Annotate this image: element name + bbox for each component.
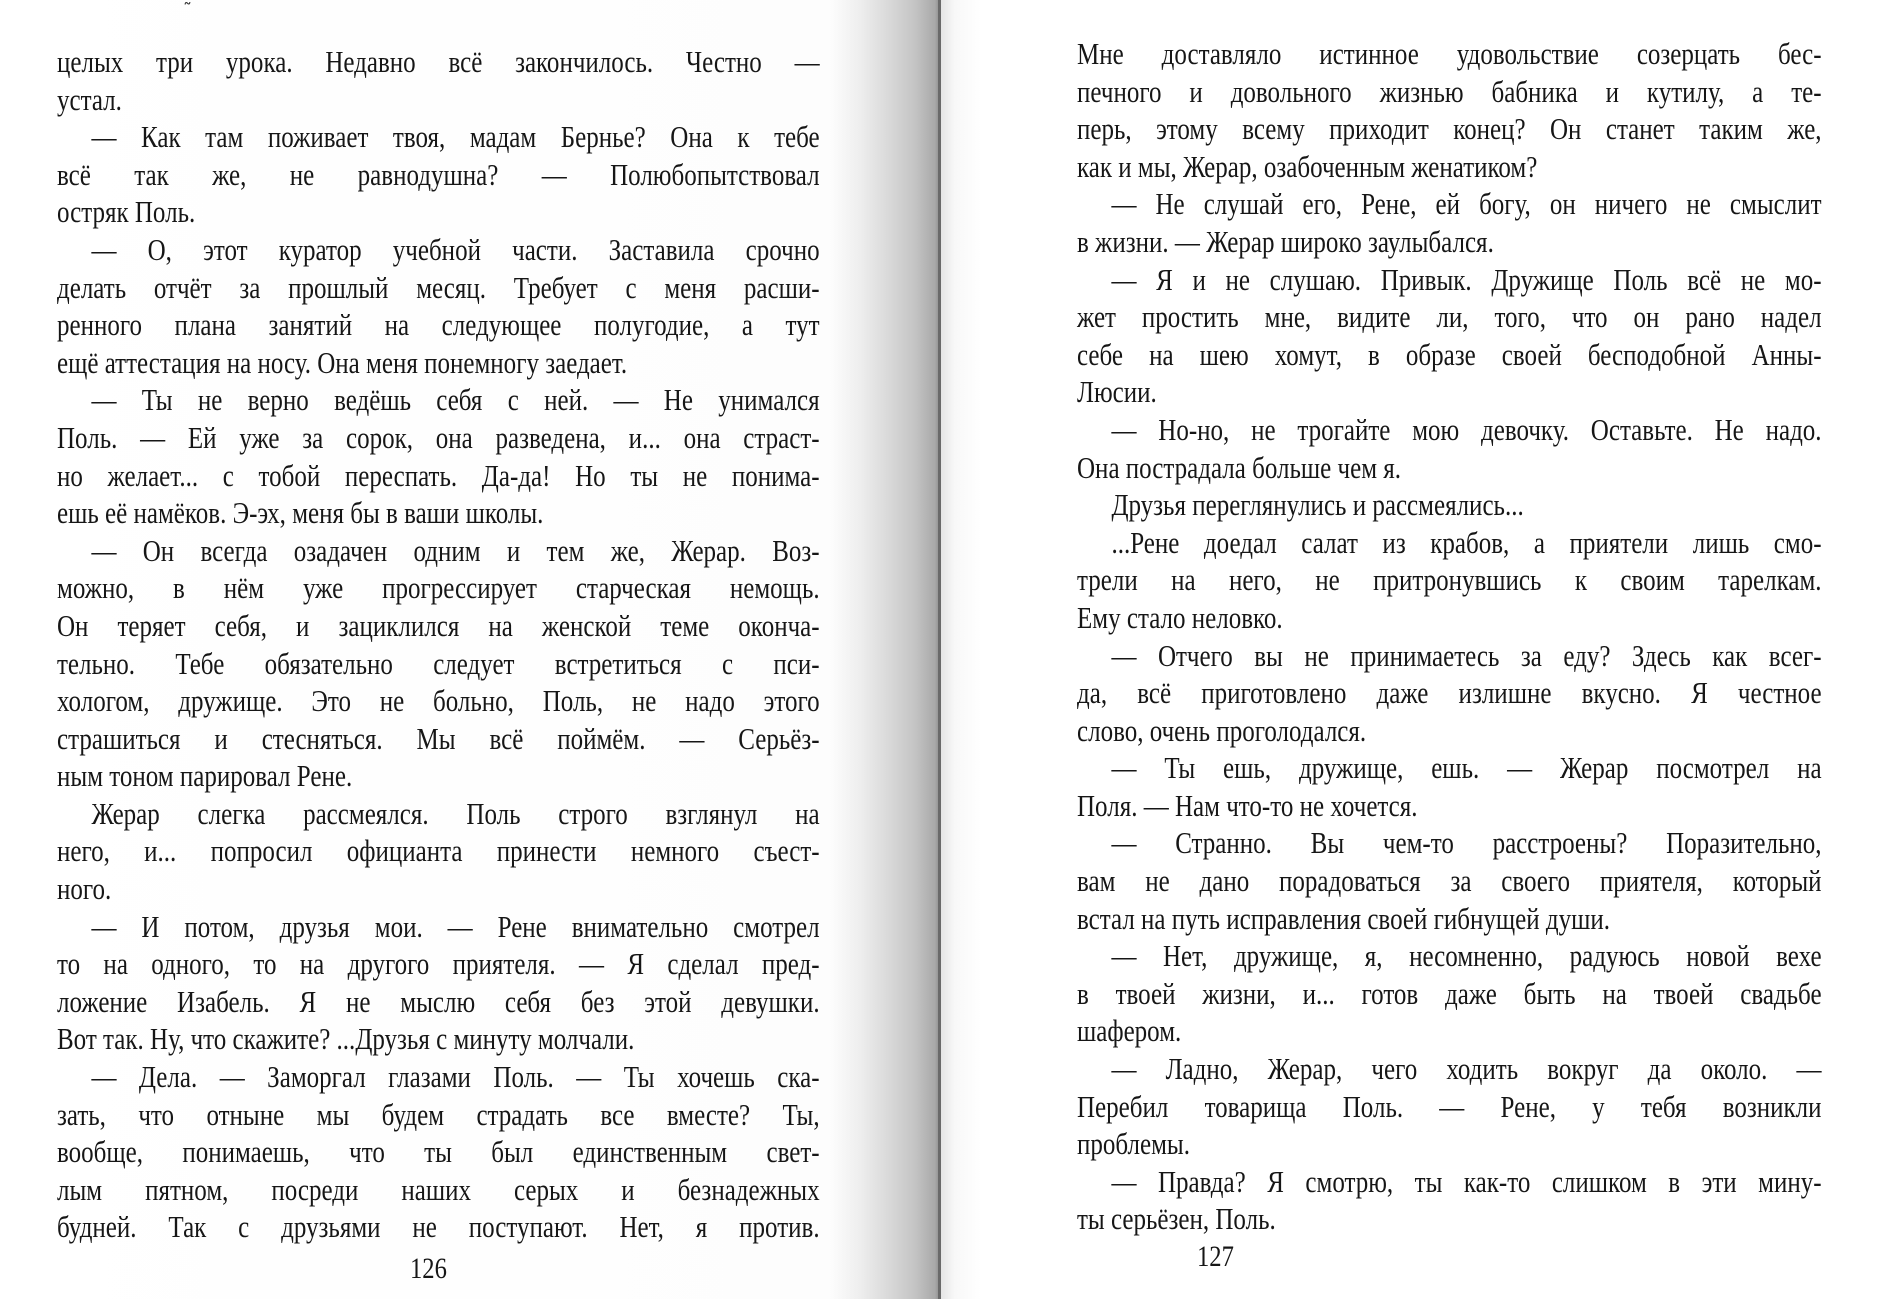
text-line: — Странно. Вы чем-то расстроены? Поразительно, [1111,826,1822,861]
text-line: печного и довольного жизнью бабника и кутилу, а те- [1077,74,1822,109]
text-line: Вот так. Ну, что скажите? ...Друзья с минуту молчали. [57,1022,635,1057]
text-line: устал. [57,82,122,117]
text-line: проблемы. [1077,1127,1190,1162]
text-line: — Как там поживает твоя, мадам Бернье? Она к тебе [91,120,820,155]
text-line: — Ладно, Жерар, чего ходить вокруг да около. — [1111,1052,1822,1087]
text-line: всё так же, не равнодушна? — Полюбопытствовал [57,157,820,192]
text-line: Жерар слегка рассмеялся. Поль строго взглянул на [91,796,820,831]
left-page-number: 126 [410,1252,447,1285]
text-line: встал на путь исправления своей гибнущей души. [1077,901,1610,936]
text-line: как и мы, Жерар, озабоченным женатиком? [1077,149,1538,184]
text-line: зать, что отныне мы будем страдать все вместе? Ты, [57,1097,820,1132]
text-line: — Дела. — Заморгал глазами Поль. — Ты хочешь ска- [91,1060,820,1095]
left-page-text [57,44,820,1247]
text-line: — Нет, дружище, я, несомненно, радуюсь новой вехе [1111,939,1822,974]
text-line: — Правда? Я смотрю, ты как-то слишком в эти мину- [1111,1164,1822,1199]
text-line: Поль. — Ей уже за сорок, она разведена, и... она страст- [57,420,820,455]
text-line: в жизни. — Жерар широко заулыбался. [1077,224,1494,259]
text-line: ещё аттестация на носу. Она меня понемногу заедает. [57,345,628,380]
text-line: — Отчего вы не принимаетесь за еду? Здесь как всег- [1111,638,1822,673]
text-line: шафером. [1077,1014,1182,1049]
text-line: Мне доставляло истинное удовольствие созерцать бес- [1077,37,1822,71]
text-line: ным тоном парировал Рене. [57,759,353,794]
text-line: лым пятном, посреди наших серых и безнадежных [57,1172,820,1207]
text-line: ты серьёзен, Поль. [1077,1202,1276,1237]
text-line: Друзья переглянулись и рассмеялись... [1111,488,1524,523]
text-line: — Он всегда озадачен одним и тем же, Жерар. Воз- [91,533,820,568]
text-line: — Ты не верно ведёшь себя с ней. — Не унимался [91,383,820,418]
text-line: хологом, дружище. Это не больно, Поль, не надо этого [57,684,820,719]
text-line: него, и... попросил официанта принести немного съест- [57,834,820,869]
text-line: да, всё приготовлено даже излишне вкусно. Я честное [1077,676,1822,711]
text-line: трели на него, не притронувшись к своим тарелкам. [1077,563,1822,598]
text-line: вообще, понимаешь, что ты был единственным свет- [57,1135,820,1170]
text-line: Перебил товарища Поль. — Рене, у тебя возникли [1077,1089,1822,1124]
text-line: тельно. Тебе обязательно следует встретиться с пси- [57,646,820,681]
text-line: перь, этому всему приходит конец? Он станет таким же, [1077,112,1822,147]
text-line: ложение Изабель. Я не мыслю себя без этой девушки. [57,984,820,1019]
text-line: целых три урока. Недавно всё закончилось. Честно — [57,45,820,79]
text-line: но желает... с тобой переспать. Да-да! Но ты не понима- [57,458,820,493]
text-line: — Не слушай его, Рене, ей богу, он ничего не смыслит [1111,187,1822,222]
text-line: Люсии. [1077,375,1157,410]
text-line: будней. Так с друзьями не поступают. Нет, я против. [57,1210,820,1245]
text-line: Она пострадала больше чем я. [1077,450,1402,485]
text-line: делать отчёт за прошлый месяц. Требует с меня расши- [57,270,820,305]
scan-speck: ˜ [183,0,192,21]
text-line: ...Рене доедал салат из крабов, а приятели лишь смо- [1111,525,1822,560]
text-line: вам не дано порадоваться за своего приятеля, который [1077,864,1822,899]
text-line: слово, очень проголодался. [1077,713,1367,748]
text-line: — О, этот куратор учебной части. Заставила срочно [91,232,820,267]
text-line: можно, в нём уже прогрессирует старческая немощь. [57,571,820,606]
text-line: себе на шею хомут, в образе своей бесподобной Анны- [1077,337,1822,372]
text-line: — Я и не слушаю. Привык. Дружище Поль всё не мо- [1111,262,1822,297]
right-page-number: 127 [1197,1240,1234,1273]
text-line: ного. [57,872,112,907]
left-page [0,0,940,1299]
text-line: ренного плана занятий на следующее полугодие, а тут [57,308,820,343]
text-line: то на одного, то на другого приятеля. — Я сделал пред- [57,947,820,982]
text-line: Ему стало неловко. [1077,600,1283,635]
text-line: — Но-но, не трогайте мою девочку. Оставьте. Не надо. [1111,412,1822,447]
text-line: в твоей жизни, и... готов даже быть на твоей свадьбе [1077,976,1822,1011]
text-line: страшиться и стесняться. Мы всё поймём. — Серьёз- [57,721,820,756]
text-line: жет простить мне, видите ли, того, что он рано надел [1077,300,1822,335]
text-line: ешь её намёков. Э-эх, меня бы в ваши школы. [57,496,544,531]
text-line: — И потом, друзья мои. — Рене внимательно смотрел [91,909,820,944]
text-line: Он теряет себя, и зациклился на женской теме оконча- [57,608,820,643]
text-line: остряк Поль. [57,195,196,230]
text-line: — Ты ешь, дружище, ешь. — Жерар посмотрел на [1111,751,1822,786]
right-page-text [1077,36,1822,1239]
right-page [941,0,1886,1299]
text-line: Поля. — Нам что-то не хочется. [1077,788,1418,823]
